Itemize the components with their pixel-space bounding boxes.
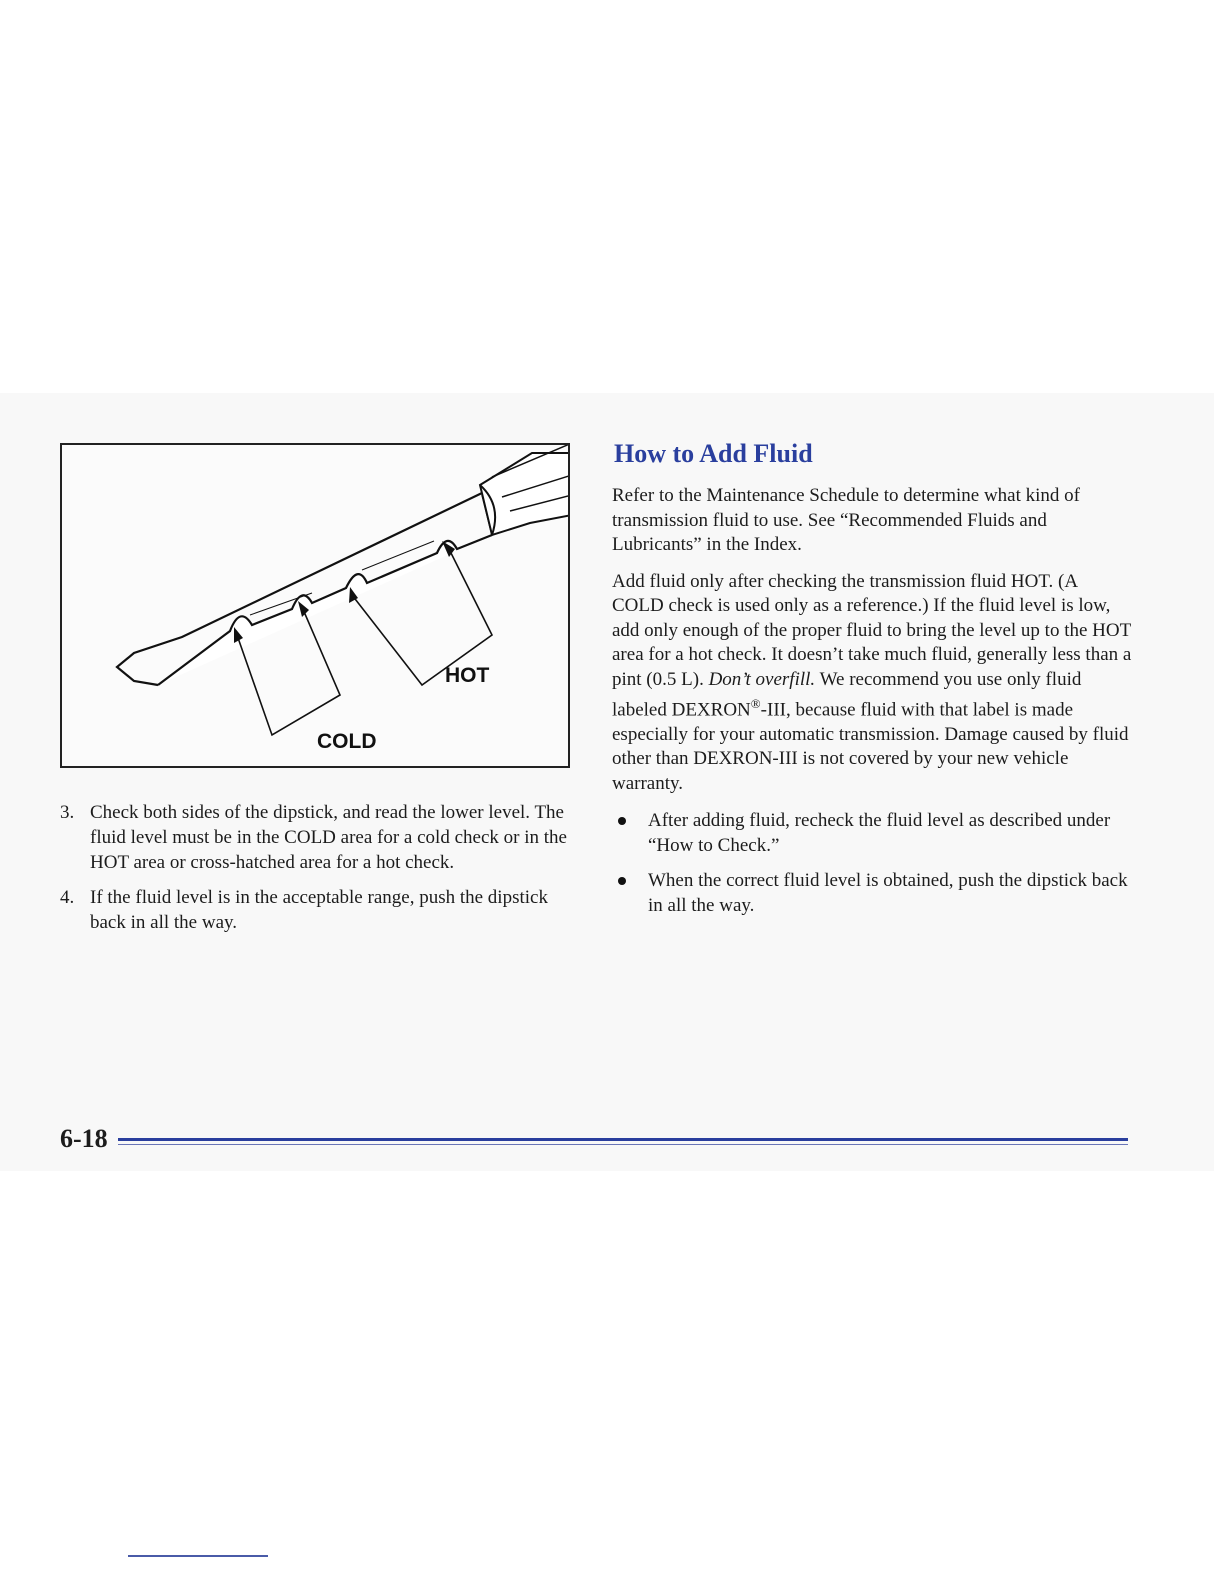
paragraph-text: We recommend you use only fluid labeled DEXRON bbox=[612, 668, 1082, 721]
add-fluid-section bbox=[612, 438, 1132, 928]
dipstick-illustration bbox=[60, 443, 570, 768]
step-text: If the fluid level is in the acceptable range, push the dipstick back in all the way. bbox=[90, 887, 548, 933]
list-item bbox=[612, 868, 1132, 918]
cold-label: COLD bbox=[317, 730, 377, 753]
list-item bbox=[612, 808, 1132, 858]
footer-rule bbox=[118, 1138, 1128, 1141]
registered-mark: ® bbox=[750, 696, 761, 711]
bullet-icon bbox=[618, 817, 626, 825]
bullet-icon bbox=[618, 877, 626, 885]
footer-rule-secondary bbox=[118, 1144, 1128, 1145]
steps-list bbox=[60, 800, 575, 945]
step-text: Check both sides of the dipstick, and read the lower level. The fluid level must be in the COLD area for a cold check or in the HOT area or cross-hatched area for a hot check. bbox=[90, 802, 567, 873]
list-item bbox=[60, 885, 575, 935]
step-number: 4. bbox=[60, 887, 75, 908]
bullet-text: When the correct fluid level is obtained, push the dipstick back in all the way. bbox=[648, 870, 1128, 917]
emphasis-text: Don’t overfill. bbox=[708, 668, 816, 690]
paragraph-text: -III, because fluid with that label is made especially for your automatic transmission. Damage caused by fluid other than DEXRON-III is not covered by your new vehicle warranty. bbox=[612, 699, 1129, 794]
step-number: 3. bbox=[60, 802, 75, 823]
paragraph-instructions bbox=[612, 570, 1132, 797]
bottom-divider bbox=[128, 1555, 268, 1557]
paragraph-intro: Refer to the Maintenance Schedule to determine what kind of transmission fluid to use. See “Recommended Fluids and Lubricants” in the Index. bbox=[612, 485, 1080, 555]
dipstick-drawing bbox=[62, 445, 570, 768]
list-item bbox=[60, 800, 575, 875]
bullet-text: After adding fluid, recheck the fluid level as described under “How to Check.” bbox=[648, 810, 1111, 857]
hot-label: HOT bbox=[445, 664, 490, 687]
section-heading: How to Add Fluid bbox=[614, 439, 813, 468]
paragraph-text: Add fluid only after checking the transmission fluid HOT. (A COLD check is used only as a reference.) If the fluid level is low, add only enough of the proper fluid to bring the level up to the HOT area for a hot check. It doesn’t take much fluid, generally less than a pint (0.5 L). bbox=[612, 570, 1132, 690]
page-number: 6-18 bbox=[60, 1124, 108, 1153]
